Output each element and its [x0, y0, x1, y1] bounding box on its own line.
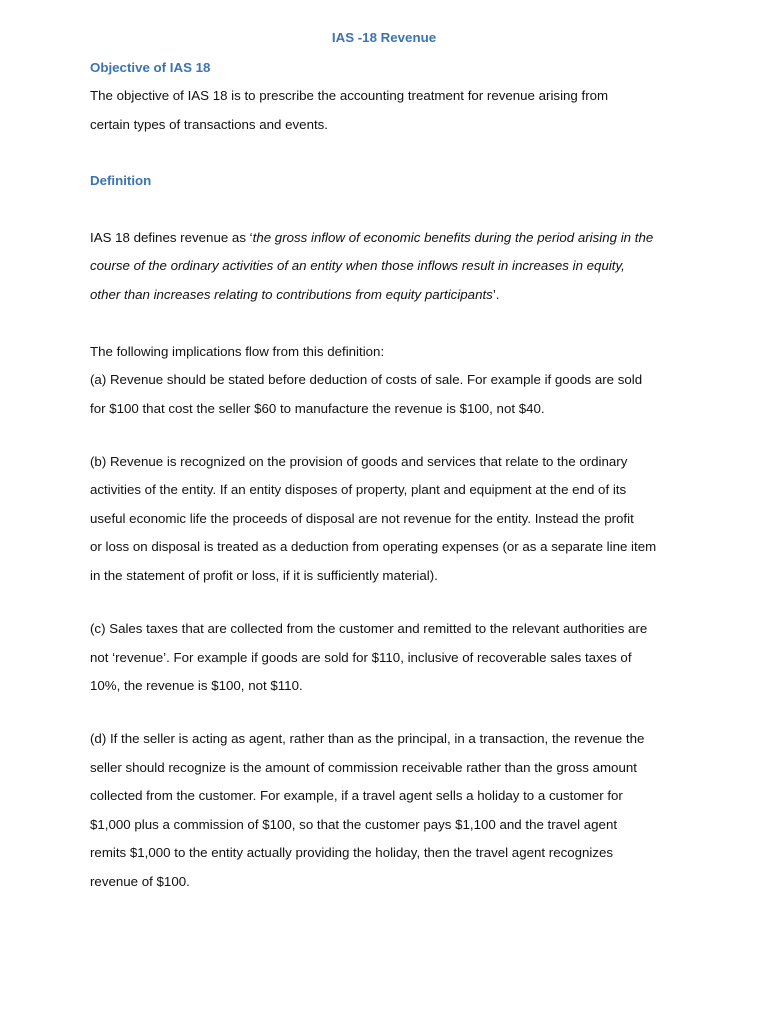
paragraph-b-line: in the statement of profit or loss, if it is sufficiently material).	[90, 568, 438, 583]
paragraph-d-line: (d) If the seller is acting as agent, rather than as the principal, in a transaction, the revenue the	[90, 731, 645, 746]
paragraph-c-line: not ‘revenue’. For example if goods are sold for $110, inclusive of recoverable sales taxes of	[90, 650, 632, 665]
paragraph-a-line: for $100 that cost the seller $60 to manufacture the revenue is $100, not $40.	[90, 401, 545, 416]
definition-quote: course of the ordinary activities of an entity when those inflows result in increases in equity,	[90, 258, 625, 273]
implications-intro: The following implications flow from this definition:	[90, 344, 385, 359]
objective-line: certain types of transactions and events.	[90, 117, 329, 132]
definition-close: ’.	[492, 287, 500, 302]
document-title: IAS -18 Revenue	[331, 30, 437, 45]
paragraph-d-line: seller should recognize is the amount of commission receivable rather than the gross amount	[90, 760, 637, 775]
paragraph-b-line: or loss on disposal is treated as a deduction from operating expenses (or as a separate line item	[90, 539, 657, 554]
paragraph-a-line: (a) Revenue should be stated before deduction of costs of sale. For example if goods are sold	[90, 372, 643, 387]
paragraph-d-line: revenue of $100.	[90, 874, 190, 889]
definition-quote: the gross inflow of economic benefits during the period arising in the	[252, 230, 654, 245]
paragraph-b-line: useful economic life the proceeds of disposal are not revenue for the entity. Instead the profit	[90, 511, 634, 526]
paragraph-d-line: collected from the customer. For example, if a travel agent sells a holiday to a customer for	[90, 788, 623, 803]
definition-line	[90, 287, 499, 303]
paragraph-d-line: $1,000 plus a commission of $100, so that the customer pays $1,100 and the travel agent	[90, 817, 618, 832]
paragraph-d-line: remits $1,000 to the entity actually providing the holiday, then the travel agent recognizes	[90, 845, 614, 860]
definition-intro: IAS 18 defines revenue as ‘	[90, 230, 253, 245]
paragraph-b-line: activities of the entity. If an entity disposes of property, plant and equipment at the end of its	[90, 482, 627, 497]
objective-line: The objective of IAS 18 is to prescribe the accounting treatment for revenue arising from	[90, 88, 609, 103]
definition-line	[90, 258, 625, 274]
definition-heading: Definition	[90, 173, 152, 188]
definition-line	[90, 230, 653, 246]
definition-quote: other than increases relating to contributions from equity participants	[90, 287, 493, 302]
paragraph-b-line: (b) Revenue is recognized on the provision of goods and services that relate to the ordinary	[90, 454, 628, 469]
objective-heading: Objective of IAS 18	[90, 60, 211, 75]
paragraph-c-line: 10%, the revenue is $100, not $110.	[90, 678, 303, 693]
paragraph-c-line: (c) Sales taxes that are collected from the customer and remitted to the relevant authorities are	[90, 621, 648, 636]
